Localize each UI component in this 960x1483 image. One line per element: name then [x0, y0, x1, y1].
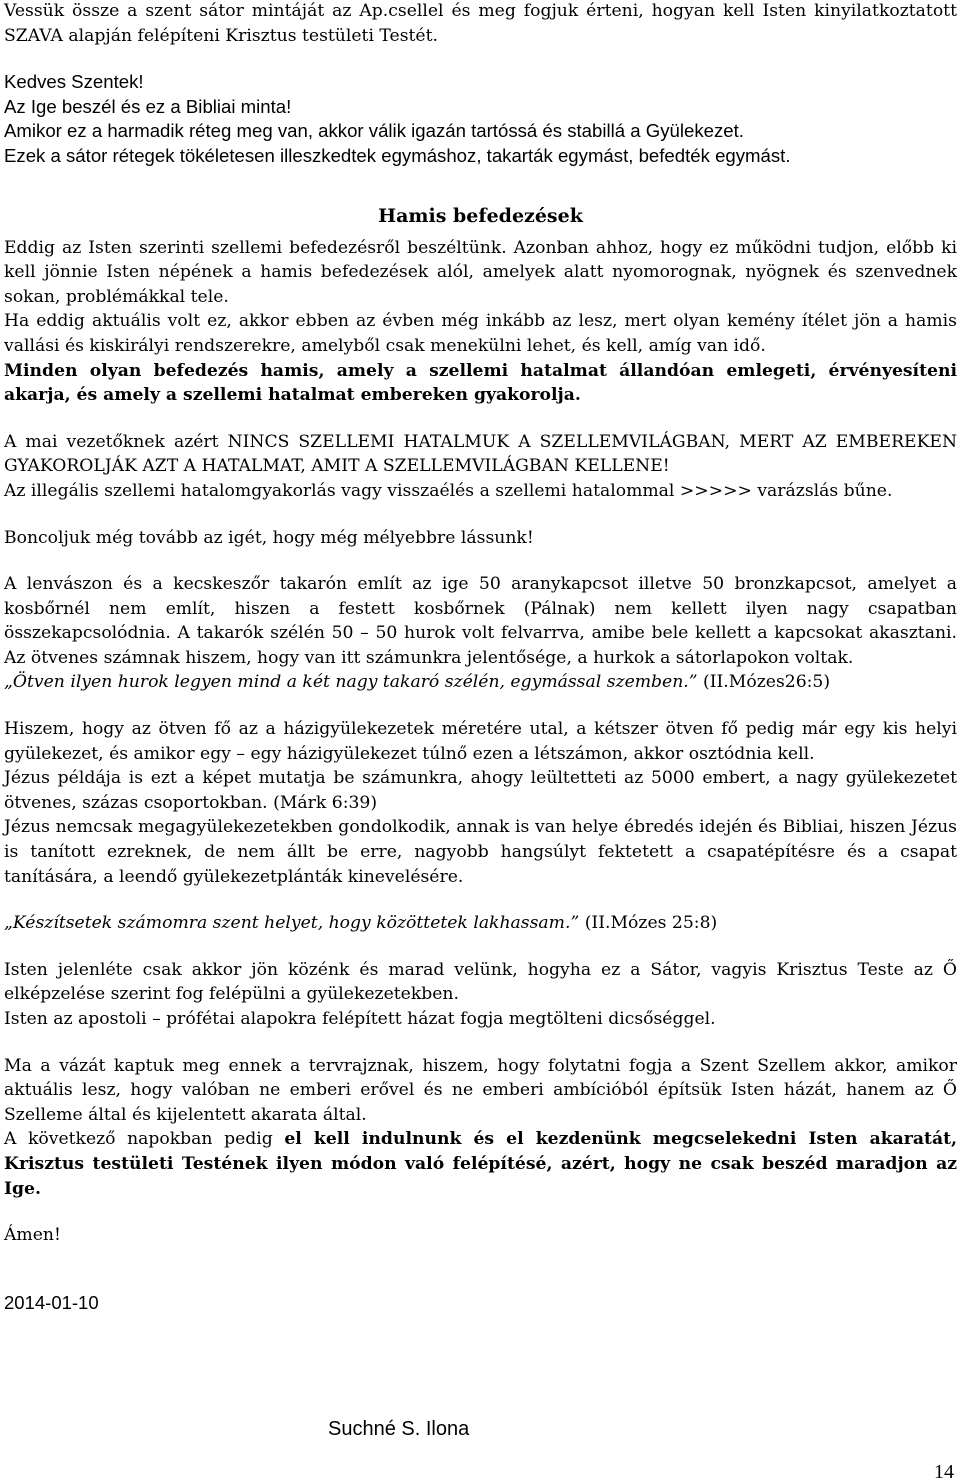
spacer [4, 550, 957, 572]
body-paragraph: Ma a vázát kaptuk meg ennek a tervrajznak, hiszem, hogy folytatni fogja a Szent Szellem akkor, amikor aktuális lesz, hogy valóban ne emberi erővel és ne emberi ambícióból építsük Isten házát, hanem az Ő Szelleme által és kijelentett akarata által. [4, 1055, 957, 1125]
spacer [4, 695, 957, 717]
intro-line: Az Ige beszél és ez a Bibliai minta! [4, 95, 292, 117]
body-paragraph: Jézus nemcsak megagyülekezetekben gondolkodik, annak is van helye ébredés idején és Bibliai, hiszen Jézus is tanított ezreknek, de nem állt be erre, nagyobb hangsúlyt fektetett a csapatépítésre és a csapat tanítására, a leendő gyülekezetplánták kinevelésére. [4, 817, 957, 887]
spacer [4, 1032, 957, 1054]
body-paragraph: Isten az apostoli – prófétai alapokra felépített házat fogja megtölteni dicsőséggel. [4, 1009, 716, 1029]
body-paragraph: Jézus példája is ezt a képet mutatja be számunkra, ahogy leültetteti az 5000 embert, a nagy gyülekezetet ötvenes, százas csoportokban. (Márk 6:39) [4, 768, 957, 813]
body-paragraph: Eddig az Isten szerinti szellemi befedezésről beszéltünk. Azonban ahhoz, hogy ez működni tudjon, előbb ki kell jönnie Isten népének a hamis befedezések alól, amelyek alatt nyomorognak, nyögnek és szenvednek sokan, problémákkal tele. [4, 237, 957, 307]
quote-paragraph [4, 911, 957, 936]
emphasis-text: el kell indulnunk és el kezdenünk megcselekedni Isten akaratát, Krisztus testületi Testének ilyen módon való felépítésé, azért, hogy ne csak beszéd maradjon az Ige. [4, 1129, 957, 1199]
body-paragraph: A lenvászon és a kecskeszőr takarón említ az ige 50 aranykapcsot illetve 50 bronzkapcsot, amelyet a kosbőrnél nem említ, hiszen a festett kosbőrnek (Pálnak) nem kellett ilyen nagy csapatban összekapcsolódnia. A takarók szélén 50 – 50 hurok volt felvarrva, amibe bele kellett a kapcsokat akasztani. Az ötvenes számnak hiszem, hogy van itt számunkra jelentősége, a hurkok a sátorlapokon voltak. [4, 574, 957, 668]
spacer [4, 48, 957, 70]
body-paragraph: A mai vezetőknek azért NINCS SZELLEMI HATALMUK A SZELLEMVILÁGBAN, MERT AZ EMBEREKEN GYAKOROLJÁK AZT A HATALMAT, AMIT A SZELLEMVILÁGBAN KELLENE! [4, 431, 957, 477]
intro-line: Ezek a sátor rétegek tökéletesen illeszkedtek egymáshoz, takarták egymást, befedték egymást. [4, 144, 791, 166]
spacer [4, 408, 957, 430]
spacer [4, 1201, 957, 1223]
body-paragraph: Az illegális szellemi hatalomgyakorlás vagy visszaélés a szellemi hatalommal >>>>> varázslás bűne. [4, 480, 893, 501]
section-heading: Hamis befedezések [378, 204, 583, 227]
body-paragraph: Boncoljuk még tovább az igét, hogy még mélyebbre lássunk! [4, 527, 534, 548]
intro-paragraph: Vessük össze a szent sátor mintáját az Ap.csellel és meg fogjuk érteni, hogyan kell Isten kinyilatkoztatott SZAVA alapján felépíteni Krisztus testületi Testét. [4, 1, 957, 46]
document-date: 2014-01-10 [4, 1291, 99, 1313]
scripture-quote: „Készítsetek számomra szent helyet, hogy közöttetek lakhassam.” [4, 913, 580, 934]
scripture-reference: (II.Mózes 25:8) [579, 913, 718, 934]
spacer [4, 169, 957, 194]
scripture-quote: „Ötven ilyen hurok legyen mind a két nagy takaró szélén, egymással szemben.” [4, 672, 698, 693]
scripture-reference: (II.Mózes26:5) [697, 672, 831, 693]
spacer [4, 504, 957, 526]
page-number: 14 [934, 1461, 954, 1483]
intro-line: Amikor ez a harmadik réteg meg van, akkor válik igazán tartóssá és stabillá a Gyülekezet. [4, 120, 744, 142]
author-signature: Suchné S. Ilona [328, 1418, 470, 1440]
emphasis-paragraph: Minden olyan befedezés hamis, amely a szellemi hatalmat állandóan emlegeti, érvényesíteni akarja, és amely a szellemi hatalmat embereken gyakorolja. [4, 360, 957, 406]
body-paragraph: Isten jelenléte csak akkor jön közénk és marad velünk, hogyha ez a Sátor, vagyis Krisztus Teste az Ő elképzelése szerint fog felépülni a gyülekezetekben. [4, 959, 957, 1005]
closing-amen: Ámen! [4, 1225, 61, 1246]
body-paragraph [4, 1127, 957, 1201]
paragraph-start: A következő napokban pedig [4, 1129, 285, 1150]
body-paragraph: Hiszem, hogy az ötven fő az a házigyülekezetek méretére utal, a kétszer ötven fő pedig már egy kis helyi gyülekezet, és amikor egy – egy házigyülekezet túlnő ezen a létszámon, akkor osztódnia kell. [4, 719, 957, 764]
spacer [4, 889, 957, 911]
body-paragraph: Ha eddig aktuális volt ez, akkor ebben az évben még inkább az lesz, mert olyan kemény ítélet jön a hamis vallási és kiskirályi rendszerekre, amelyből csak menekülni lehet, és kell, amíg van idő. [4, 311, 957, 356]
spacer [4, 936, 957, 958]
quote-paragraph [4, 670, 957, 695]
greeting: Kedves Szentek! [4, 71, 144, 93]
